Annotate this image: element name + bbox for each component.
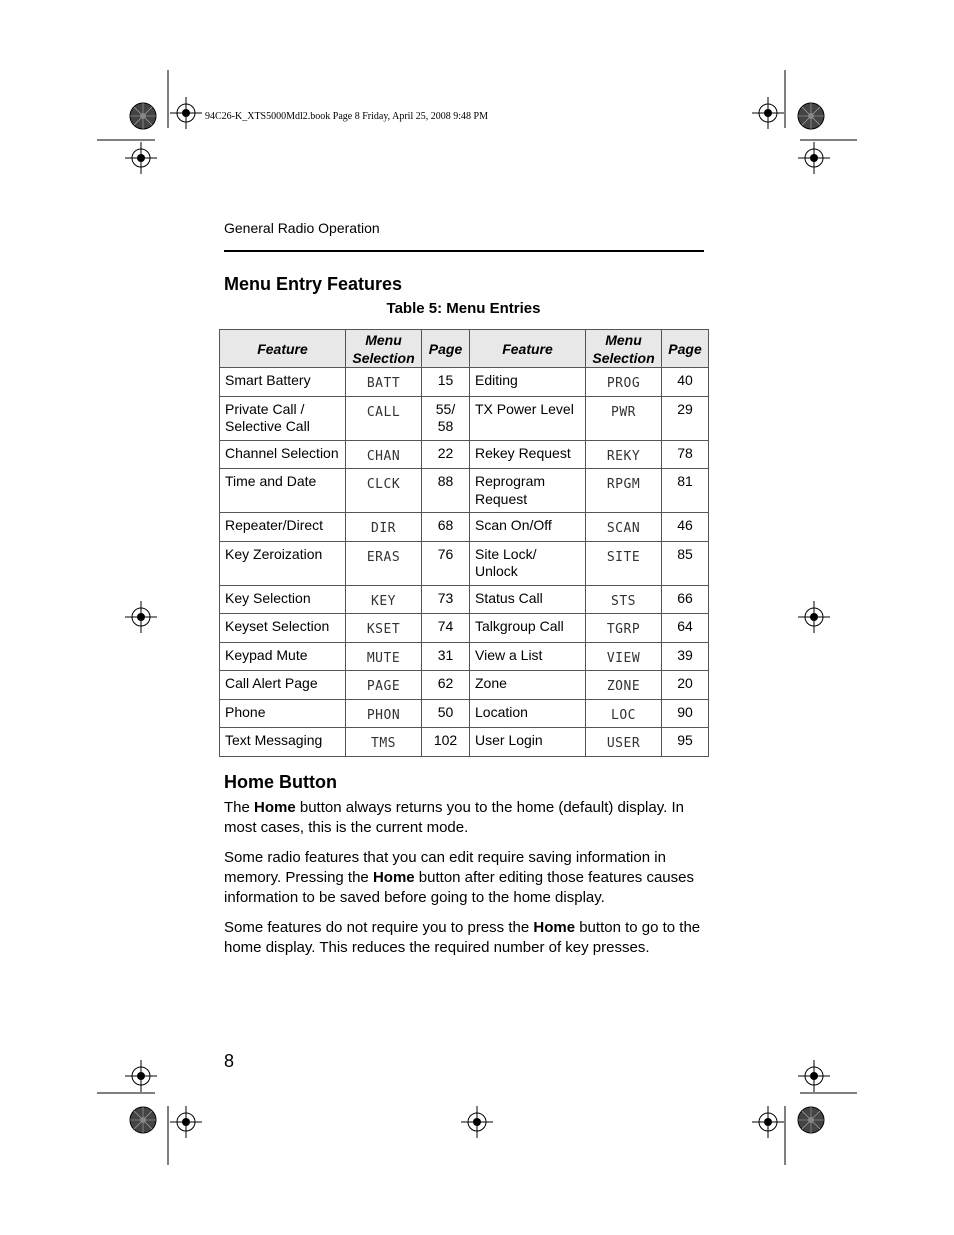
menu-selection-cell: PAGE	[346, 671, 422, 700]
page-cell: 78	[662, 440, 709, 469]
page-cell: 20	[662, 671, 709, 700]
menu-entries-table	[219, 329, 709, 757]
page-cell: 68	[422, 513, 470, 542]
page-number: 8	[224, 1051, 235, 1071]
paragraph-text: button always returns you to the home (default) display. In most cases, this is the current mode.	[224, 799, 684, 836]
paragraph-text: Some radio features that you can edit require saving information in memory. Pressing the	[224, 849, 666, 886]
menu-selection-cell: REKY	[586, 440, 662, 469]
page-cell: 22	[422, 440, 470, 469]
page-cell: 81	[662, 469, 709, 513]
feature-cell: Private Call / Selective Call	[220, 396, 346, 440]
page-cell: 62	[422, 671, 470, 700]
feature-cell: Site Lock/ Unlock	[470, 541, 586, 585]
feature-cell: User Login	[470, 728, 586, 757]
page-cell: 74	[422, 614, 470, 643]
page-cell: 90	[662, 699, 709, 728]
feature-cell: Phone	[220, 699, 346, 728]
paragraph	[224, 918, 706, 958]
menu-selection-cell: VIEW	[586, 642, 662, 671]
menu-selection-cell: KSET	[346, 614, 422, 643]
header-page: Page	[422, 330, 470, 368]
table-row	[220, 671, 709, 700]
paragraph-emphasis: Home	[254, 799, 296, 816]
menu-selection-cell: CHAN	[346, 440, 422, 469]
section-title-menu-entry: Menu Entry Features	[224, 274, 403, 294]
feature-cell: Smart Battery	[220, 368, 346, 397]
menu-selection-cell: MUTE	[346, 642, 422, 671]
page-cell: 66	[662, 585, 709, 614]
header-page: Page	[662, 330, 709, 368]
menu-selection-cell: BATT	[346, 368, 422, 397]
paragraph-text: button to go to the home display. This reduces the required number of key presses.	[224, 919, 701, 956]
header-feature: Feature	[220, 330, 346, 368]
page-cell: 85	[662, 541, 709, 585]
table-row	[220, 513, 709, 542]
paragraph	[224, 848, 706, 908]
table-row	[220, 440, 709, 469]
menu-selection-cell: TGRP	[586, 614, 662, 643]
feature-cell: Text Messaging	[220, 728, 346, 757]
menu-selection-cell: CLCK	[346, 469, 422, 513]
menu-selection-cell: KEY	[346, 585, 422, 614]
feature-cell: Time and Date	[220, 469, 346, 513]
menu-selection-cell: ZONE	[586, 671, 662, 700]
menu-selection-cell: RPGM	[586, 469, 662, 513]
menu-selection-cell: DIR	[346, 513, 422, 542]
menu-selection-cell: STS	[586, 585, 662, 614]
feature-cell: Zone	[470, 671, 586, 700]
table-row	[220, 469, 709, 513]
feature-cell: Keyset Selection	[220, 614, 346, 643]
paragraph	[224, 798, 706, 838]
page-cell: 15	[422, 368, 470, 397]
page-cell: 46	[662, 513, 709, 542]
feature-cell: Talkgroup Call	[470, 614, 586, 643]
table-row	[220, 614, 709, 643]
menu-selection-cell: USER	[586, 728, 662, 757]
table-row	[220, 585, 709, 614]
page-cell: 55/ 58	[422, 396, 470, 440]
table-row	[220, 699, 709, 728]
paragraph-text: The	[224, 799, 255, 816]
table-row	[220, 642, 709, 671]
menu-selection-cell: CALL	[346, 396, 422, 440]
menu-selection-cell: ERAS	[346, 541, 422, 585]
header-menu-selection: Menu Selection	[586, 330, 662, 368]
feature-cell: Keypad Mute	[220, 642, 346, 671]
menu-selection-cell: PWR	[586, 396, 662, 440]
feature-cell: Call Alert Page	[220, 671, 346, 700]
paragraph-emphasis: Home	[533, 919, 576, 936]
menu-selection-cell: TMS	[346, 728, 422, 757]
page-cell: 73	[422, 585, 470, 614]
feature-cell: Channel Selection	[220, 440, 346, 469]
paragraph-text: Some features do not require you to press the	[224, 919, 534, 936]
feature-cell: Status Call	[470, 585, 586, 614]
header-menu-selection: Menu Selection	[346, 330, 422, 368]
feature-cell: View a List	[470, 642, 586, 671]
feature-cell: Location	[470, 699, 586, 728]
feature-cell: Rekey Request	[470, 440, 586, 469]
menu-selection-cell: PROG	[586, 368, 662, 397]
running-header: General Radio Operation	[224, 220, 380, 236]
page-cell: 39	[662, 642, 709, 671]
page-cell: 40	[662, 368, 709, 397]
feature-cell: Scan On/Off	[470, 513, 586, 542]
header-rule	[224, 250, 704, 252]
page-cell: 29	[662, 396, 709, 440]
feature-cell: Reprogram Request	[470, 469, 586, 513]
table-row	[220, 396, 709, 440]
feature-cell: TX Power Level	[470, 396, 586, 440]
table-header-row	[220, 330, 709, 368]
paragraph-text: button after editing those features causes information to be saved before going to the home display.	[224, 869, 694, 906]
page-cell: 95	[662, 728, 709, 757]
paragraph-emphasis: Home	[372, 869, 415, 886]
page-cell: 76	[422, 541, 470, 585]
table-row	[220, 368, 709, 397]
feature-cell: Key Zeroization	[220, 541, 346, 585]
page-cell: 88	[422, 469, 470, 513]
menu-selection-cell: PHON	[346, 699, 422, 728]
section-title-home-button: Home Button	[224, 772, 337, 792]
table-row	[220, 728, 709, 757]
print-slug: 94C26-K_XTS5000Mdl2.book Page 8 Friday, April 25, 2008 9:48 PM	[205, 111, 488, 122]
feature-cell: Editing	[470, 368, 586, 397]
menu-selection-cell: SITE	[586, 541, 662, 585]
menu-selection-cell: SCAN	[586, 513, 662, 542]
table-caption: Table 5: Menu Entries	[386, 300, 541, 317]
page-cell: 102	[422, 728, 470, 757]
feature-cell: Key Selection	[220, 585, 346, 614]
page-cell: 50	[422, 699, 470, 728]
page-cell: 64	[662, 614, 709, 643]
menu-selection-cell: LOC	[586, 699, 662, 728]
feature-cell: Repeater/Direct	[220, 513, 346, 542]
page-cell: 31	[422, 642, 470, 671]
table-row	[220, 541, 709, 585]
header-feature: Feature	[470, 330, 586, 368]
